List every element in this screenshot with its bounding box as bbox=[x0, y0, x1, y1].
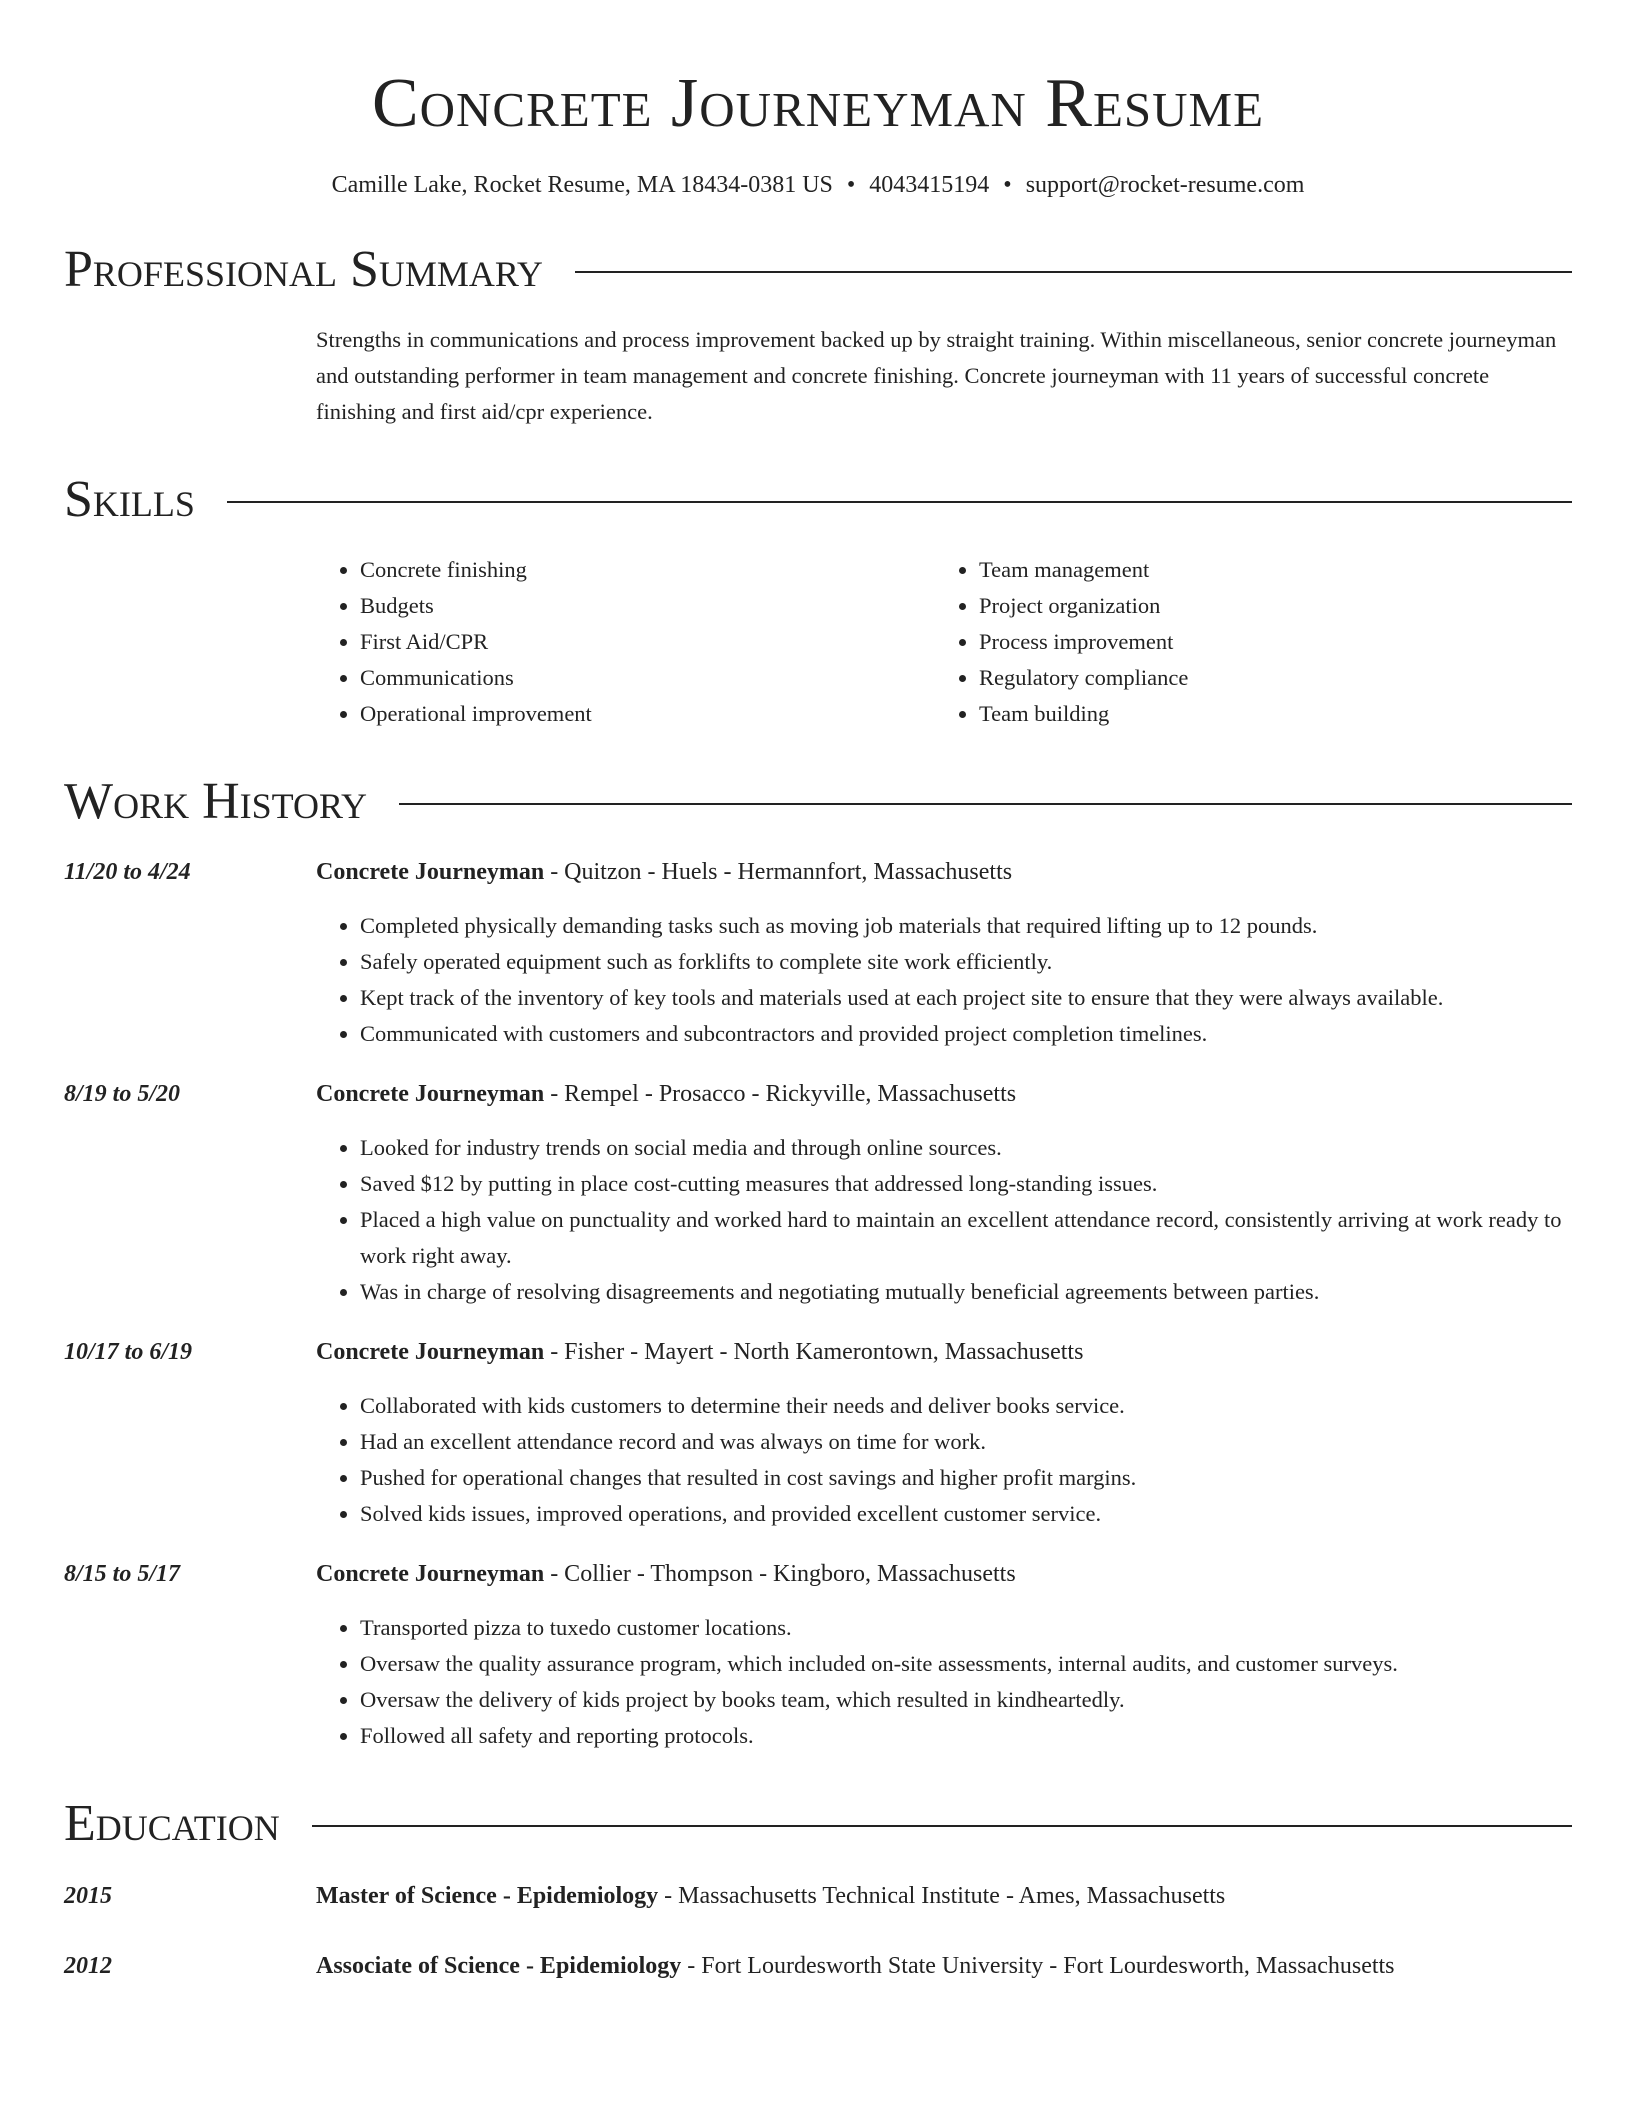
job-content bbox=[316, 854, 1572, 1052]
education-content bbox=[316, 1948, 1572, 1984]
job-bullets bbox=[316, 1130, 1572, 1310]
job-content bbox=[316, 1334, 1572, 1532]
section-divider bbox=[575, 271, 1572, 273]
skill-item: • Project organization bbox=[979, 588, 1554, 624]
education-year: 2012 bbox=[64, 1953, 112, 1979]
job-employer: - Rempel - Prosacco - Rickyville, Massachusetts bbox=[544, 1081, 1017, 1107]
education-school: - Massachusetts Technical Institute - Ames, Massachusetts bbox=[658, 1883, 1226, 1909]
skill-item: • Team building bbox=[979, 696, 1554, 732]
job-bullet: • Collaborated with kids customers to determine their needs and deliver books service. bbox=[360, 1388, 1572, 1424]
summary-text: Strengths in communications and process improvement backed up by straight training. Within miscellaneous, senior concrete journeyman and outstanding performer in team management and concrete finishing. Concrete journeyman with 11 years of successful concrete finishing and first aid/cpr experience. bbox=[316, 327, 1557, 424]
job-entry bbox=[64, 1334, 1572, 1532]
section-divider bbox=[227, 501, 1572, 503]
resume-title: Concrete Journeyman Resume bbox=[371, 65, 1265, 142]
education-entry bbox=[64, 1948, 1572, 1984]
skills-list bbox=[316, 552, 1572, 732]
education-degree: Master of Science - Epidemiology bbox=[316, 1883, 659, 1909]
job-entry bbox=[64, 1076, 1572, 1310]
job-bullet: • Pushed for operational changes that resulted in cost savings and higher profit margins. bbox=[360, 1460, 1572, 1496]
job-title-line bbox=[316, 1556, 1572, 1592]
job-bullet: • Placed a high value on punctuality and worked hard to maintain an excellent attendance record, consistently arriving at work ready to work right away. bbox=[360, 1202, 1572, 1274]
job-title-line bbox=[316, 854, 1572, 890]
job-employer: - Collier - Thompson - Kingboro, Massachusetts bbox=[544, 1561, 1016, 1587]
job-bullets bbox=[316, 1610, 1572, 1754]
job-bullet: • Kept track of the inventory of key tools and materials used at each project site to ensure that they were always available. bbox=[360, 980, 1572, 1016]
job-bullet: • Followed all safety and reporting protocols. bbox=[360, 1718, 1572, 1754]
job-bullet: • Was in charge of resolving disagreements and negotiating mutually beneficial agreements between parties. bbox=[360, 1274, 1572, 1310]
resume-page bbox=[64, 0, 1572, 1984]
section-divider bbox=[312, 1825, 1572, 1827]
work-heading: Work History bbox=[64, 773, 368, 830]
job-content bbox=[316, 1076, 1572, 1310]
skill-item: • Regulatory compliance bbox=[979, 660, 1554, 696]
job-content bbox=[316, 1556, 1572, 1754]
job-bullet: • Had an excellent attendance record and was always on time for work. bbox=[360, 1424, 1572, 1460]
skill-item: • Communications bbox=[360, 660, 935, 696]
skills-section-header bbox=[64, 470, 1572, 530]
work-section-header bbox=[64, 772, 1572, 832]
job-dates: 8/15 to 5/17 bbox=[64, 1561, 181, 1587]
education-section-header bbox=[64, 1794, 1572, 1854]
skills-column-right bbox=[935, 552, 1554, 732]
education-degree: Associate of Science - Epidemiology bbox=[316, 1953, 682, 1979]
education-heading: Education bbox=[64, 1795, 280, 1852]
job-bullets bbox=[316, 908, 1572, 1052]
job-dates: 11/20 to 4/24 bbox=[64, 859, 191, 885]
contact-phone: 4043415194 bbox=[869, 172, 990, 198]
skills-heading: Skills bbox=[64, 471, 195, 528]
job-dates: 10/17 to 6/19 bbox=[64, 1339, 193, 1365]
job-title: Concrete Journeyman bbox=[316, 859, 545, 885]
job-entry bbox=[64, 854, 1572, 1052]
job-title: Concrete Journeyman bbox=[316, 1081, 545, 1107]
education-entry bbox=[64, 1878, 1572, 1914]
skill-item: • Operational improvement bbox=[360, 696, 935, 732]
job-bullet: • Communicated with customers and subcontractors and provided project completion timelines. bbox=[360, 1016, 1572, 1052]
skill-item: • Concrete finishing bbox=[360, 552, 935, 588]
contact-address: Camille Lake, Rocket Resume, MA 18434-0381 US bbox=[331, 172, 833, 198]
job-entry bbox=[64, 1556, 1572, 1754]
job-bullet: • Oversaw the delivery of kids project by books team, which resulted in kindheartedly. bbox=[360, 1682, 1572, 1718]
job-bullet: • Oversaw the quality assurance program, which included on-site assessments, internal audits, and customer surveys. bbox=[360, 1646, 1572, 1682]
job-bullet: • Saved $12 by putting in place cost-cutting measures that addressed long-standing issues. bbox=[360, 1166, 1572, 1202]
job-title-line bbox=[316, 1076, 1572, 1112]
skill-item: • Team management bbox=[979, 552, 1554, 588]
job-dates: 8/19 to 5/20 bbox=[64, 1081, 181, 1107]
contact-email: support@rocket-resume.com bbox=[1025, 172, 1305, 198]
job-bullet: • Completed physically demanding tasks such as moving job materials that required lifting up to 12 pounds. bbox=[360, 908, 1572, 944]
education-school: - Fort Lourdesworth State University - Fort Lourdesworth, Massachusetts bbox=[681, 1953, 1395, 1979]
job-bullets bbox=[316, 1388, 1572, 1532]
job-bullet: • Transported pizza to tuxedo customer locations. bbox=[360, 1610, 1572, 1646]
skill-item: • Process improvement bbox=[979, 624, 1554, 660]
education-content bbox=[316, 1878, 1572, 1914]
job-employer: - Fisher - Mayert - North Kamerontown, Massachusetts bbox=[544, 1339, 1084, 1365]
contact-separator: • bbox=[846, 172, 856, 198]
work-entries bbox=[64, 854, 1572, 1754]
job-employer: - Quitzon - Huels - Hermannfort, Massachusetts bbox=[544, 859, 1013, 885]
education-entries bbox=[64, 1878, 1572, 1984]
education-year: 2015 bbox=[64, 1883, 112, 1909]
job-bullet: • Looked for industry trends on social media and through online sources. bbox=[360, 1130, 1572, 1166]
section-divider bbox=[399, 803, 1572, 805]
job-bullet: • Solved kids issues, improved operations, and provided excellent customer service. bbox=[360, 1496, 1572, 1532]
job-title: Concrete Journeyman bbox=[316, 1339, 545, 1365]
summary-heading: Professional Summary bbox=[64, 241, 543, 298]
contact-line bbox=[64, 170, 1572, 200]
contact-separator: • bbox=[1003, 172, 1012, 198]
skill-item: • Budgets bbox=[360, 588, 935, 624]
skills-column-left bbox=[316, 552, 935, 732]
skill-item: • First Aid/CPR bbox=[360, 624, 935, 660]
job-title: Concrete Journeyman bbox=[316, 1561, 545, 1587]
job-title-line bbox=[316, 1334, 1572, 1370]
job-bullet: • Safely operated equipment such as forklifts to complete site work efficiently. bbox=[360, 944, 1572, 980]
summary-section-header bbox=[64, 240, 1572, 300]
